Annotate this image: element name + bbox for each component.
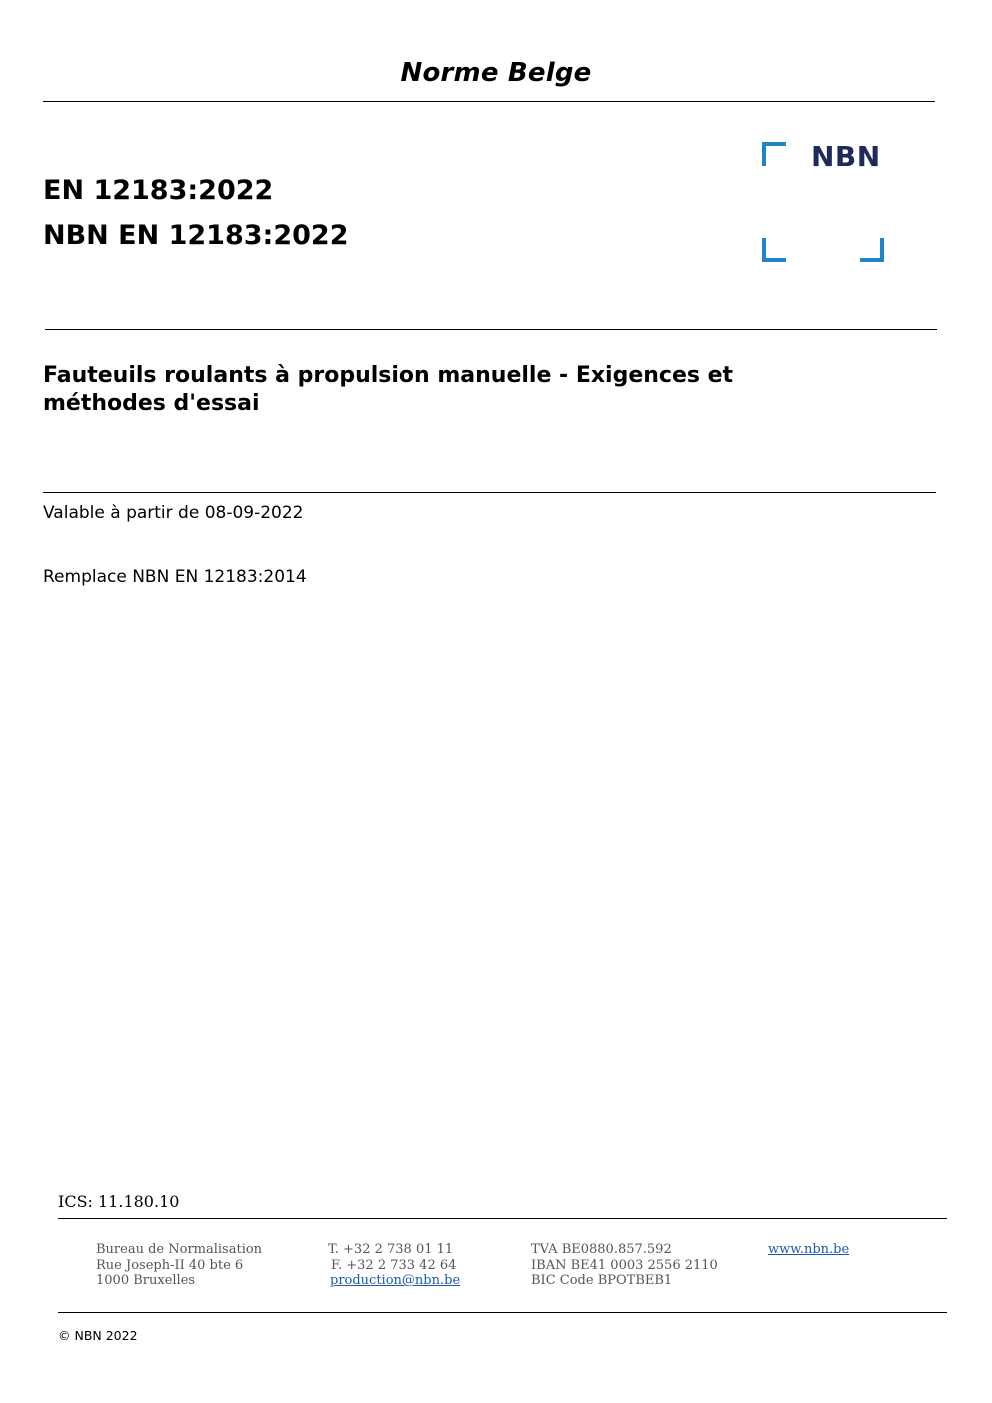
norme-label: Norme Belge	[400, 58, 592, 88]
bic-code: BIC Code BPOTBEB1	[531, 1273, 673, 1288]
document-title: Fauteuils roulants à propulsion manuelle - Exigences et méthodes d'essai	[43, 363, 734, 416]
address-line-2: Rue Joseph-II 40 bte 6	[96, 1257, 244, 1273]
title-top-divider	[45, 329, 937, 330]
iban-number: IBAN BE41 0003 2556 2110	[531, 1257, 718, 1273]
address-line-3: 1000 Bruxelles	[96, 1273, 196, 1288]
bank-block	[531, 1242, 718, 1289]
logo-text: NBN	[811, 140, 881, 173]
en-code: EN 12183:2022	[43, 175, 274, 206]
phone-number: T. +32 2 738 01 11	[328, 1242, 454, 1257]
valid-from: Valable à partir de 08-09-2022	[43, 503, 304, 523]
address-block	[96, 1242, 262, 1289]
vat-number: TVA BE0880.857.592	[531, 1242, 672, 1257]
website-block	[768, 1242, 849, 1258]
title-bottom-divider	[43, 492, 936, 493]
footer-top-divider	[58, 1218, 947, 1219]
contact-block	[328, 1242, 460, 1289]
nbn-logo	[762, 142, 884, 262]
email-link[interactable]: production@nbn.be	[330, 1273, 461, 1288]
copyright-notice: © NBN 2022	[58, 1328, 138, 1343]
fax-number: F. +32 2 733 42 64	[331, 1257, 457, 1273]
ics-code: ICS: 11.180.10	[58, 1192, 180, 1211]
footer-bottom-divider	[58, 1312, 947, 1313]
nbn-code: NBN EN 12183:2022	[43, 220, 349, 251]
address-line-1: Bureau de Normalisation	[96, 1242, 263, 1257]
replaces-standard: Remplace NBN EN 12183:2014	[43, 567, 307, 587]
website-link[interactable]: www.nbn.be	[768, 1242, 850, 1257]
header-divider	[43, 101, 935, 102]
